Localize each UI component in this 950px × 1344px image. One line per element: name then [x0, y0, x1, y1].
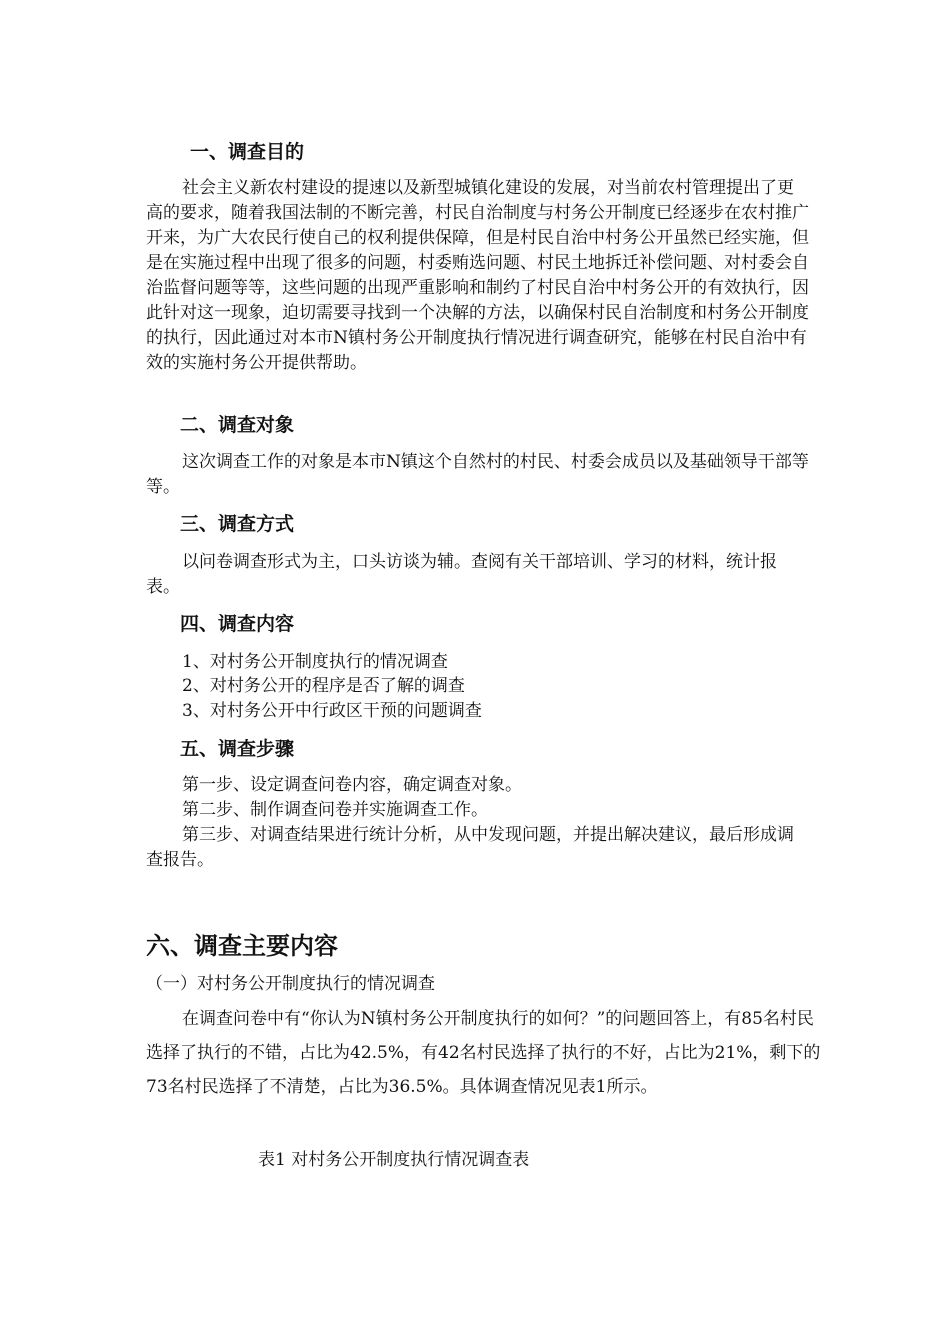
- step-3-text: 第三步、对调查结果进行统计分析，从中发现问题，并提出解决建议，最后形成调查报告。: [146, 825, 794, 870]
- section-6-heading: 六、调查主要内容: [146, 932, 338, 960]
- content-item: 1、对村务公开制度执行的情况调查: [182, 652, 448, 672]
- section-3-paragraph: [146, 550, 810, 600]
- section-3-text: 以问卷调查形式为主，口头访谈为辅。查阅有关干部培训、学习的材料，统计报表。: [146, 552, 777, 597]
- step-item: 第二步、制作调查问卷并实施调查工作。: [182, 800, 488, 820]
- section-1-heading: 一、调查目的: [190, 141, 305, 163]
- section-1-text: 社会主义新农村建设的提速以及新型城镇化建设的发展，对当前农村管理提出了更高的要求，随着我国法制的不断完善，村民自治制度与村务公开制度已经逐步在农村推广开来，为广大农民行使自己的权利提供保障，但是村民自治中村务公开虽然已经实施，但是在实施过程中出现了很多的问题，村委贿选问题、村民土地拆迁补偿问题、对村委会自治监督问题等等，这些问题的出现严重影响和制约了村民自治中村务公开的有效执行，因此针对这一现象，迫切需要寻找到一个决解的方法，以确保村民自治制度和村务公开制度的执行，因此通过对本市N镇村务公开制度执行情况进行调查研究，能够在村民自治中有效的实施村务公开提供帮助。: [146, 178, 809, 373]
- section-6-paragraph: [146, 1002, 828, 1104]
- step-item-3: [146, 823, 810, 873]
- section-6-text: 在调查问卷中有“你认为N镇村务公开制度执行的如何？”的问题回答上，有85名村民选择了执行的不错，占比为42.5%，有42名村民选择了执行的不好，占比为21%，剩下的73名村民选择了不清楚，占比为36.5%。具体调查情况见表1所示。: [146, 1009, 821, 1097]
- table-caption: 表1 对村务公开制度执行情况调查表: [258, 1150, 530, 1170]
- content-item: 2、对村务公开的程序是否了解的调查: [182, 676, 465, 696]
- section-2-heading: 二、调查对象: [180, 414, 295, 436]
- section-2-paragraph: [146, 450, 810, 500]
- section-1-paragraph: [146, 176, 810, 376]
- section-4-heading: 四、调查内容: [180, 613, 295, 635]
- step-item: 第一步、设定调查问卷内容，确定调查对象。: [182, 775, 522, 795]
- section-2-text: 这次调查工作的对象是本市N镇这个自然村的村民、村委会成员以及基础领导干部等等。: [146, 452, 809, 497]
- section-6-subheading: （一）对村务公开制度执行的情况调查: [146, 974, 435, 994]
- content-item: 3、对村务公开中行政区干预的问题调查: [182, 701, 482, 721]
- section-3-heading: 三、调查方式: [180, 513, 295, 535]
- section-5-heading: 五、调查步骤: [180, 738, 295, 760]
